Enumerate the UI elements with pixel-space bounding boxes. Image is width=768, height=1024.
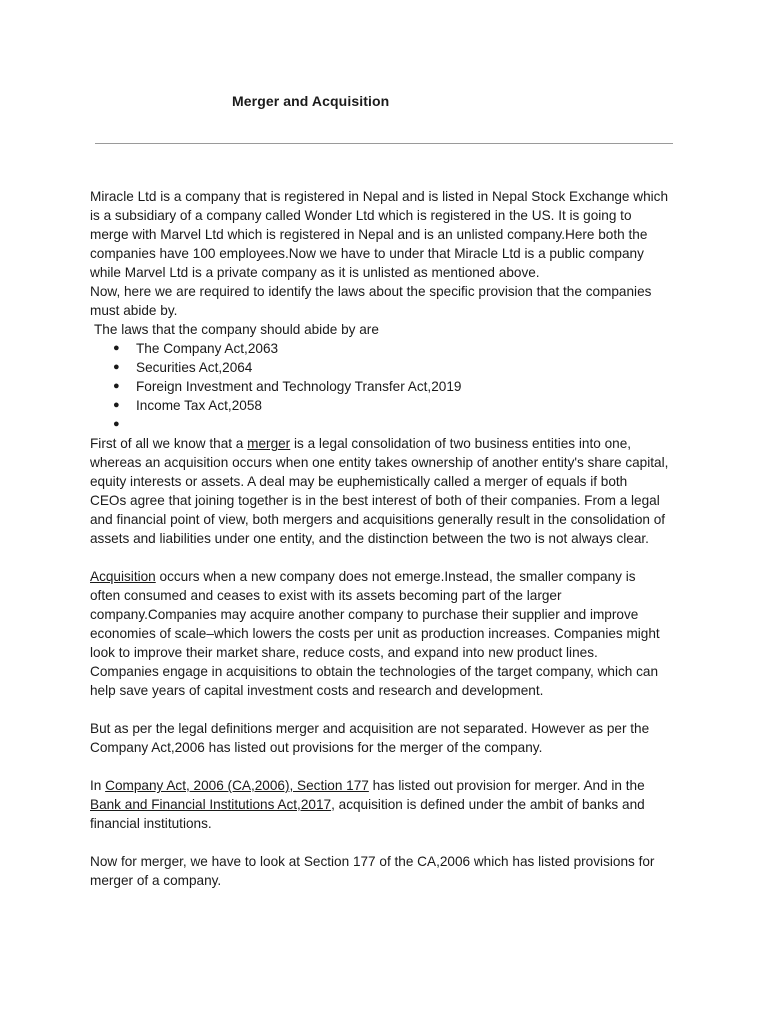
document-title: Merger and Acquisition <box>232 93 390 109</box>
text-line: Miracle Ltd is a company that is registered in Nepal and is listed in Nepal Stock Exchange which <box>90 189 669 204</box>
bullet-icon: ● <box>113 361 120 373</box>
text-line: is a subsidiary of a company called Wonder Ltd which is registered in the US. It is going to <box>90 208 632 223</box>
bullet-icon: ● <box>113 399 120 411</box>
text-span: is a legal consolidation of two business entities into one, <box>290 436 632 451</box>
text-line: while Marvel Ltd is a private company as it is unlisted as mentioned above. <box>90 265 540 280</box>
paragraph-gap <box>90 548 690 567</box>
text-line: company.Companies may acquire another company to purchase their supplier and improve <box>90 607 639 622</box>
acquisition-paragraph <box>90 567 690 700</box>
text-line <box>90 795 690 814</box>
text-line <box>90 567 690 586</box>
paragraph-gap <box>90 833 690 852</box>
horizontal-rule <box>95 143 673 144</box>
company-act-link[interactable]: Company Act, 2006 (CA,2006), Section 177 <box>105 778 369 793</box>
list-item-text: The Company Act,2063 <box>136 341 279 356</box>
text-line: assets and liabilities under one entity, and the distinction between the two is not always clear. <box>90 531 649 546</box>
list-item-text: Securities Act,2064 <box>136 360 253 375</box>
text-span: , acquisition is defined under the ambit of banks and <box>331 797 645 812</box>
text-line: and financial point of view, both mergers and acquisitions generally result in the consolidation of <box>90 512 666 527</box>
merger-link[interactable]: merger <box>247 436 291 451</box>
text-line: look to improve their market share, reduce costs, and expand into new product lines. <box>90 645 598 660</box>
list-item <box>90 339 690 358</box>
text-line: financial institutions. <box>90 816 212 831</box>
section-177-paragraph <box>90 852 690 890</box>
text-line: Company Act,2006 has listed out provisions for the merger of the company. <box>90 740 543 755</box>
text-line: Now for merger, we have to look at Section 177 of the CA,2006 which has listed provisions for <box>90 854 655 869</box>
bank-act-link[interactable]: Bank and Financial Institutions Act,2017 <box>90 797 332 812</box>
text-line: But as per the legal definitions merger and acquisition are not separated. However as per the <box>90 721 650 736</box>
list-item-text: Income Tax Act,2058 <box>136 398 262 413</box>
text-line: equity interests or assets. A deal may be euphemistically called a merger of equals if both <box>90 474 628 489</box>
text-line <box>90 434 690 453</box>
laws-lead-text: The laws that the company should abide by are <box>94 322 379 337</box>
laws-list <box>90 339 690 434</box>
text-span: has listed out provision for merger. And in the <box>368 778 645 793</box>
paragraph-gap <box>90 757 690 776</box>
text-line: companies have 100 employees.Now we have to under that Miracle Ltd is a public company <box>90 246 644 261</box>
text-line: whereas an acquisition occurs when one entity takes ownership of another entity's share capital, <box>90 455 669 470</box>
list-item <box>90 415 690 434</box>
text-line: Companies engage in acquisitions to obtain the technologies of the target company, which can <box>90 664 659 679</box>
text-line: help save years of capital investment costs and research and development. <box>90 683 544 698</box>
bullet-icon: ● <box>113 418 120 430</box>
text-span: First of all we know that a <box>90 436 248 451</box>
bullet-icon: ● <box>113 380 120 392</box>
text-line: often consumed and ceases to exist with its assets becoming part of the larger <box>90 588 562 603</box>
legal-definitions-paragraph <box>90 719 690 757</box>
text-line <box>90 776 690 795</box>
bullet-icon: ● <box>113 342 120 354</box>
text-span: occurs when a new company does not emerge.Instead, the smaller company is <box>155 569 636 584</box>
paragraph-gap <box>90 700 690 719</box>
list-item <box>90 377 690 396</box>
text-line: economies of scale–which lowers the costs per unit as production increases. Companies might <box>90 626 660 641</box>
text-line: CEOs agree that joining together is in the best interest of both of their companies. From a legal <box>90 493 660 508</box>
text-span: In <box>90 778 106 793</box>
list-item <box>90 396 690 415</box>
merger-paragraph <box>90 434 690 548</box>
document-body <box>90 187 690 890</box>
acquisition-link[interactable]: Acquisition <box>90 569 156 584</box>
text-line: merger of a company. <box>90 873 222 888</box>
company-act-paragraph <box>90 776 690 833</box>
text-line: must abide by. <box>90 303 178 318</box>
list-item <box>90 358 690 377</box>
list-item-text: Foreign Investment and Technology Transfer Act,2019 <box>136 379 462 394</box>
text-line: merge with Marvel Ltd which is registered in Nepal and is an unlisted company.Here both the <box>90 227 648 242</box>
text-line: Now, here we are required to identify the laws about the specific provision that the companies <box>90 284 652 299</box>
intro-paragraph <box>90 187 690 339</box>
